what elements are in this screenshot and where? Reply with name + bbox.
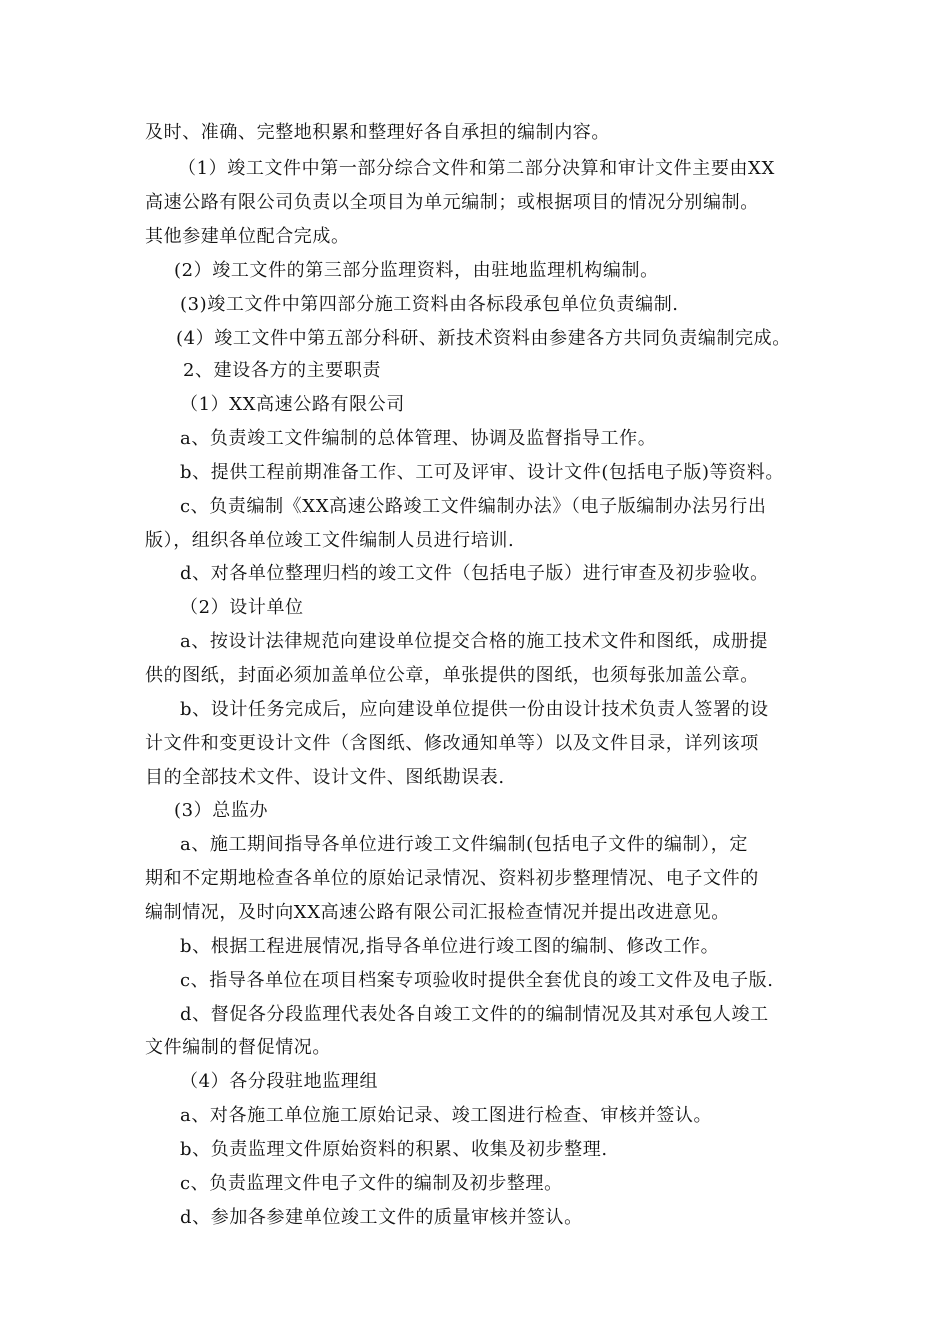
text-line: (2）竣工文件的第三部分监理资料，由驻地监理机构编制。	[174, 260, 659, 281]
text-line: 其他参建单位配合完成。	[145, 226, 350, 247]
text-line: c、负责监理文件电子文件的编制及初步整理。	[180, 1173, 563, 1194]
text-line: b、提供工程前期准备工作、工可及评审、设计文件(包括电子版)等资料。	[180, 462, 784, 483]
subsection-heading: （4）各分段驻地监理组	[180, 1071, 379, 1092]
text-line: b、根据工程进展情况,指导各单位进行竣工图的编制、修改工作。	[180, 936, 720, 957]
text-line: (3)竣工文件中第四部分施工资料由各标段承包单位负责编制.	[180, 294, 679, 315]
text-line: 期和不定期地检查各单位的原始记录情况、资料初步整理情况、电子文件的	[145, 868, 759, 889]
text-line: 版），组织各单位竣工文件编制人员进行培训.	[145, 530, 515, 551]
text-line: 计文件和变更设计文件（含图纸、修改通知单等）以及文件目录，详列该项	[145, 733, 759, 754]
subsection-heading: （1）XX高速公路有限公司	[180, 394, 405, 415]
text-line: 及时、准确、完整地积累和整理好各自承担的编制内容。	[145, 122, 610, 143]
text-line: d、参加各参建单位竣工文件的质量审核并签认。	[180, 1207, 583, 1228]
text-line: (4）竣工文件中第五部分科研、新技术资料由参建各方共同负责编制完成。	[176, 328, 791, 349]
text-line: （1）竣工文件中第一部分综合文件和第二部分决算和审计文件主要由XX	[178, 158, 775, 179]
text-line: a、负责竣工文件编制的总体管理、协调及监督指导工作。	[180, 428, 657, 449]
text-line: 目的全部技术文件、设计文件、图纸勘误表.	[145, 767, 505, 788]
text-line: 文件编制的督促情况。	[145, 1037, 331, 1058]
text-line: a、按设计法律规范向建设单位提交合格的施工技术文件和图纸，成册提	[180, 631, 768, 652]
text-line: b、负责监理文件原始资料的积累、收集及初步整理.	[180, 1139, 608, 1160]
text-line: a、对各施工单位施工原始记录、竣工图进行检查、审核并签认。	[180, 1105, 713, 1126]
text-line: 高速公路有限公司负责以全项目为单元编制；或根据项目的情况分别编制。	[145, 192, 759, 213]
subsection-heading: (3）总监办	[174, 800, 269, 821]
text-line: c、指导各单位在项目档案专项验收时提供全套优良的竣工文件及电子版.	[180, 970, 774, 991]
text-line: d、督促各分段监理代表处各自竣工文件的的编制情况及其对承包人竣工	[180, 1004, 769, 1025]
text-line: a、施工期间指导各单位进行竣工文件编制(包括电子文件的编制），定	[180, 834, 748, 855]
text-line: 编制情况，及时向XX高速公路有限公司汇报检查情况并提出改进意见。	[145, 902, 730, 923]
text-line: b、设计任务完成后，应向建设单位提供一份由设计技术负责人签署的设	[180, 699, 769, 720]
text-line: d、对各单位整理归档的竣工文件（包括电子版）进行审查及初步验收。	[180, 563, 769, 584]
text-line: c、负责编制《XX高速公路竣工文件编制办法》（电子版编制办法另行出	[180, 496, 767, 517]
text-line: 供的图纸，封面必须加盖单位公章，单张提供的图纸，也须每张加盖公章。	[145, 665, 759, 686]
subsection-heading: （2）设计单位	[180, 597, 304, 618]
section-heading: 2、建设各方的主要职责	[183, 360, 382, 381]
